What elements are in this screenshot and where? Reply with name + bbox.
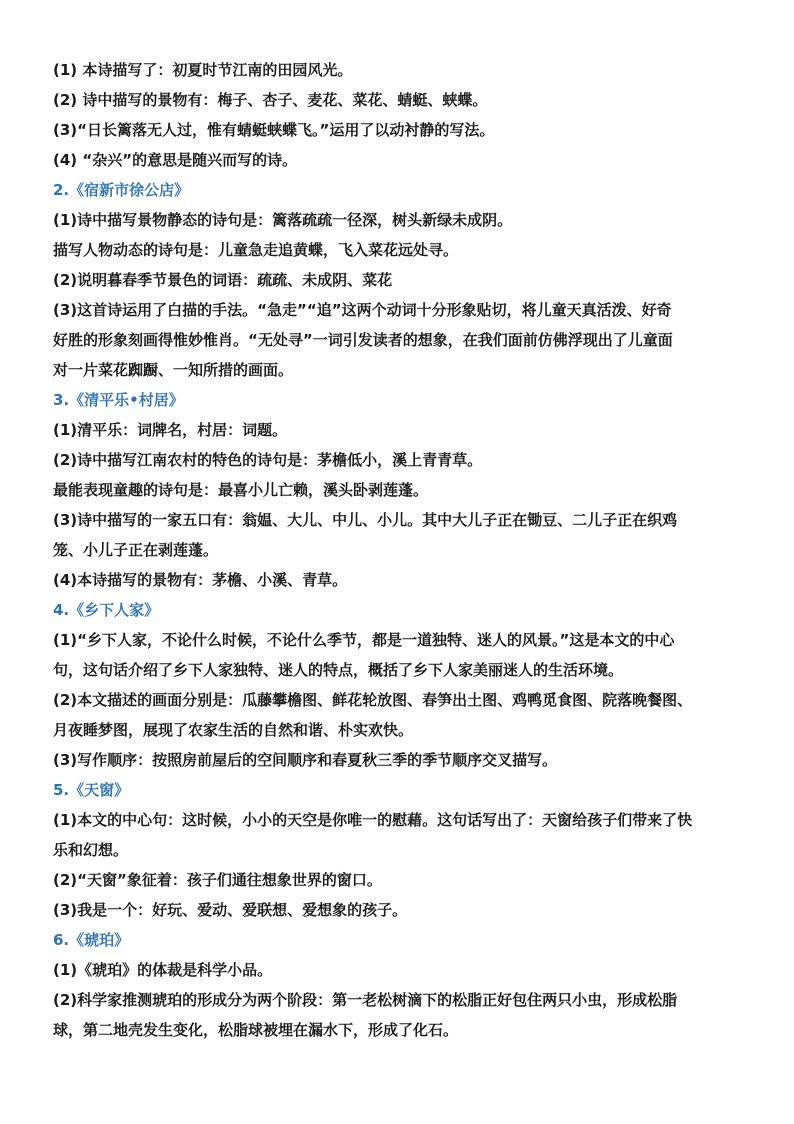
section-heading: 3.《清平乐•村居》 bbox=[53, 391, 184, 409]
text-line: (3)“日长篱落无人过，惟有蜻蜓蛱蝶飞。”运用了以动衬静的写法。 bbox=[53, 121, 495, 139]
text-line: 球，第二地壳发生变化，松脂球被埋在漏水下，形成了化石。 bbox=[53, 1021, 459, 1039]
text-line: 好胜的形象刻画得惟妙惟肖。“无处寻”一词引发读者的想象，在我们面前仿佛浮现出了儿童面 bbox=[53, 331, 673, 349]
text-line: (1) 本诗描写了：初夏时节江南的田园风光。 bbox=[53, 61, 353, 79]
section-heading: 4.《乡下人家》 bbox=[53, 601, 160, 619]
text-line: (2) 诗中描写的景物有：梅子、杏子、麦花、菜花、蜻蜓、蛱蝶。 bbox=[53, 91, 488, 109]
text-line: 对一片菜花踟蹰、一知所措的画面。 bbox=[53, 361, 294, 379]
text-line: 描写人物动态的诗句是：儿童急走追黄蝶，飞入菜花远处寻。 bbox=[53, 241, 459, 259]
text-line: (1)“乡下人家，不论什么时候，不论什么季节，都是一道独特、迷人的风景。”这是本文的中心 bbox=[53, 631, 675, 649]
text-line: (4)本诗描写的景物有：茅檐、小溪、青草。 bbox=[53, 571, 348, 589]
text-line: (3)我是一个：好玩、爱动、爱联想、爱想象的孩子。 bbox=[53, 901, 408, 919]
text-line: 乐和幻想。 bbox=[53, 841, 129, 859]
section-heading: 2.《宿新市徐公店》 bbox=[53, 181, 190, 199]
document-page bbox=[53, 55, 753, 1045]
text-line: (1)清平乐：词牌名，村居：词题。 bbox=[53, 421, 288, 439]
text-line: (4) “杂兴”的意思是随兴而写的诗。 bbox=[53, 151, 298, 169]
text-line: (2)说明暮春季节景色的词语：疏疏、未成阴、菜花 bbox=[53, 271, 393, 289]
text-line: (3)这首诗运用了白描的手法。“急走”“追”这两个动词十分形象贴切，将儿童天真活泼、好奇 bbox=[53, 301, 672, 319]
section-heading: 6.《琥珀》 bbox=[53, 931, 130, 949]
text-line: (3)诗中描写的一家五口有：翁媪、大儿、中儿、小儿。其中大儿子正在锄豆、二儿子正在织鸡 bbox=[53, 511, 678, 529]
text-line: (1)《琥珀》的体裁是科学小品。 bbox=[53, 961, 273, 979]
text-line: (2)科学家推测琥珀的形成分为两个阶段：第一老松树滴下的松脂正好包住两只小虫，形成松脂 bbox=[53, 991, 678, 1009]
text-line: (2)“天窗”象征着：孩子们通往想象世界的窗口。 bbox=[53, 871, 382, 889]
text-line: 月夜睡梦图，展现了农家生活的自然和谐、朴实欢快。 bbox=[53, 721, 414, 739]
text-line: (2)本文描述的画面分别是：瓜藤攀檐图、鲜花轮放图、春笋出土图、鸡鸭觅食图、院落晚餐图、 bbox=[53, 691, 693, 709]
text-line: 笼、小儿子正在剥莲蓬。 bbox=[53, 541, 219, 559]
text-line: (3)写作顺序：按照房前屋后的空间顺序和春夏秋三季的季节顺序交叉描写。 bbox=[53, 751, 558, 769]
text-line: 最能表现童趣的诗句是：最喜小儿亡赖，溪头卧剥莲蓬。 bbox=[53, 481, 429, 499]
text-line: (1)本文的中心句：这时候，小小的天空是你唯一的慰藉。这句话写出了：天窗给孩子们带来了快 bbox=[53, 811, 693, 829]
section-heading: 5.《天窗》 bbox=[53, 781, 130, 799]
text-line: (1)诗中描写景物静态的诗句是：篱落疏疏一径深，树头新绿未成阴。 bbox=[53, 211, 513, 229]
text-line: (2)诗中描写江南农村的特色的诗句是：茅檐低小，溪上青青草。 bbox=[53, 451, 483, 469]
text-line: 句，这句话介绍了乡下人家独特、迷人的特点，概括了乡下人家美丽迷人的生活环境。 bbox=[53, 661, 624, 679]
